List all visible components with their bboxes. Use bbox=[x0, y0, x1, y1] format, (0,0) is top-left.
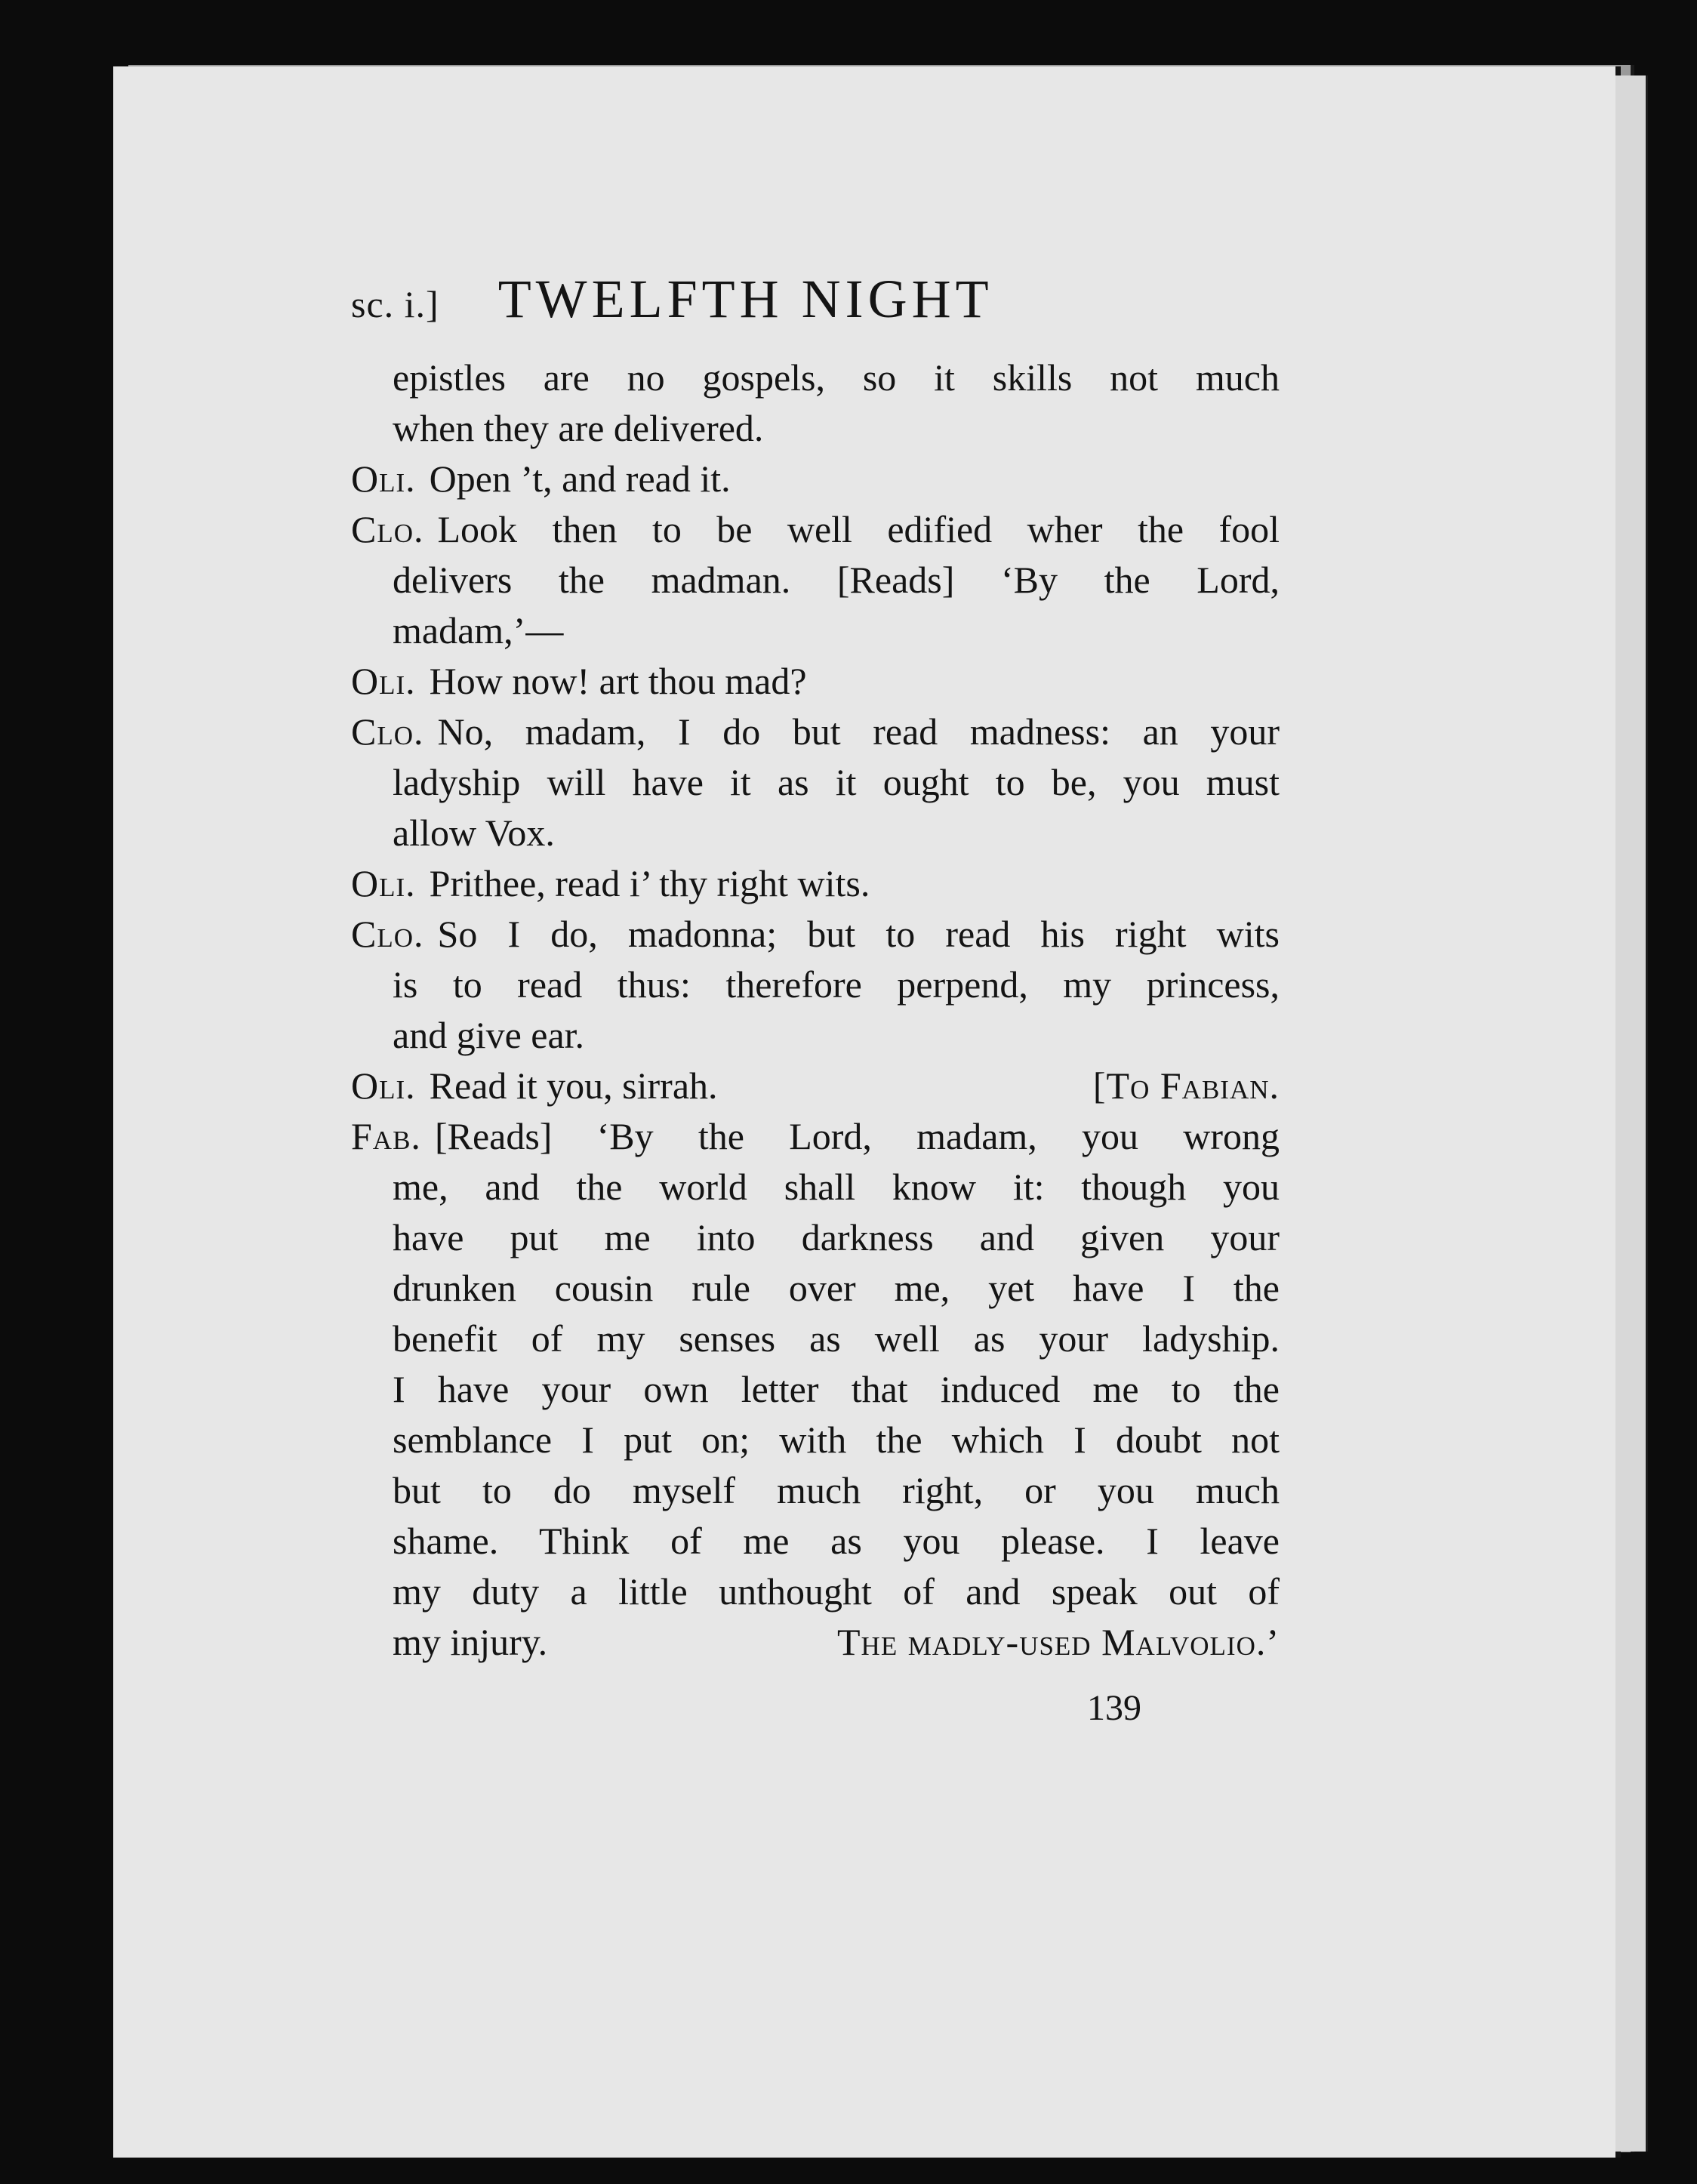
line-text: So I do, madonna; but to read his right wits bbox=[437, 913, 1280, 955]
text-line bbox=[351, 909, 1280, 960]
line-text: my duty a little unthought of and speak out of bbox=[393, 1570, 1280, 1613]
letter-signature: The madly-used Malvolio.’ bbox=[837, 1621, 1280, 1663]
speaker-name: Oli. bbox=[351, 862, 416, 904]
line-text: semblance I put on; with the which I doubt not bbox=[393, 1419, 1280, 1461]
text-line bbox=[351, 1566, 1280, 1617]
line-text: have put me into darkness and given your bbox=[393, 1216, 1280, 1258]
text-line bbox=[351, 858, 1280, 909]
line-text: me, and the world shall know it: though you bbox=[393, 1166, 1280, 1208]
line-text: How now! art thou mad? bbox=[429, 660, 807, 702]
line-text: madam,’— bbox=[393, 609, 564, 652]
text-line bbox=[351, 403, 1280, 454]
text-line bbox=[351, 1212, 1280, 1263]
text-line bbox=[351, 656, 1280, 707]
text-line bbox=[351, 454, 1280, 504]
line-text: shame. Think of me as you please. I leave bbox=[393, 1520, 1280, 1562]
text-line bbox=[351, 757, 1280, 808]
text-line bbox=[351, 1617, 1280, 1668]
line-text: is to read thus: therefore perpend, my princess, bbox=[393, 963, 1280, 1006]
text-line bbox=[351, 1162, 1280, 1212]
speaker-name: Clo. bbox=[351, 710, 424, 753]
line-text: Open ’t, and read it. bbox=[429, 457, 731, 500]
text-line bbox=[351, 1415, 1280, 1465]
line-text: allow Vox. bbox=[393, 812, 555, 854]
text-line bbox=[351, 1111, 1280, 1162]
line-text: epistles are no gospels, so it skills not much bbox=[393, 356, 1280, 399]
text-line bbox=[351, 353, 1280, 403]
text-line bbox=[351, 707, 1280, 757]
line-text: Prithee, read i’ thy right wits. bbox=[429, 862, 870, 904]
line-text: but to do myself much right, or you much bbox=[393, 1469, 1280, 1511]
line-text: Read it you, sirrah. bbox=[429, 1064, 718, 1107]
line-text: I have your own letter that induced me to the bbox=[393, 1368, 1280, 1410]
speaker-name: Oli. bbox=[351, 1064, 416, 1107]
text-line bbox=[351, 1263, 1280, 1314]
line-text: benefit of my senses as well as your ladyship. bbox=[393, 1317, 1280, 1360]
text-line bbox=[351, 504, 1280, 555]
speaker-name: Fab. bbox=[351, 1115, 421, 1157]
speaker-name: Clo. bbox=[351, 508, 424, 550]
dialogue-text bbox=[351, 353, 1280, 1668]
page-number: 139 bbox=[1087, 1688, 1141, 1728]
text-line bbox=[351, 1516, 1280, 1566]
text-line bbox=[351, 1061, 1280, 1111]
text-line bbox=[351, 1364, 1280, 1415]
line-text: No, madam, I do but read madness: an your bbox=[437, 710, 1280, 753]
page-stack-edge bbox=[1615, 75, 1648, 2152]
text-line bbox=[351, 605, 1280, 656]
line-text: Look then to be well edified wher the fool bbox=[437, 508, 1280, 550]
text-line bbox=[351, 1010, 1280, 1061]
speaker-name: Clo. bbox=[351, 913, 424, 955]
text-line bbox=[351, 960, 1280, 1010]
line-text: when they are delivered. bbox=[393, 407, 764, 449]
stage-direction: [To Fabian. bbox=[1092, 1064, 1280, 1107]
running-head bbox=[351, 268, 993, 331]
play-title: TWELFTH NIGHT bbox=[497, 269, 993, 329]
text-line bbox=[351, 1314, 1280, 1364]
text-line bbox=[351, 808, 1280, 858]
line-text: my injury. bbox=[393, 1621, 548, 1663]
line-text: drunken cousin rule over me, yet have I the bbox=[393, 1267, 1280, 1309]
line-text: [Reads] ‘By the Lord, madam, you wrong bbox=[434, 1115, 1280, 1157]
line-text: ladyship will have it as it ought to be, you must bbox=[393, 761, 1280, 803]
line-text: and give ear. bbox=[393, 1014, 585, 1056]
scene-reference: sc. i.] bbox=[351, 283, 439, 325]
speaker-name: Oli. bbox=[351, 457, 416, 500]
text-line bbox=[351, 1465, 1280, 1516]
text-line bbox=[351, 555, 1280, 605]
speaker-name: Oli. bbox=[351, 660, 416, 702]
line-text: delivers the madman. [Reads] ‘By the Lord, bbox=[393, 559, 1280, 601]
